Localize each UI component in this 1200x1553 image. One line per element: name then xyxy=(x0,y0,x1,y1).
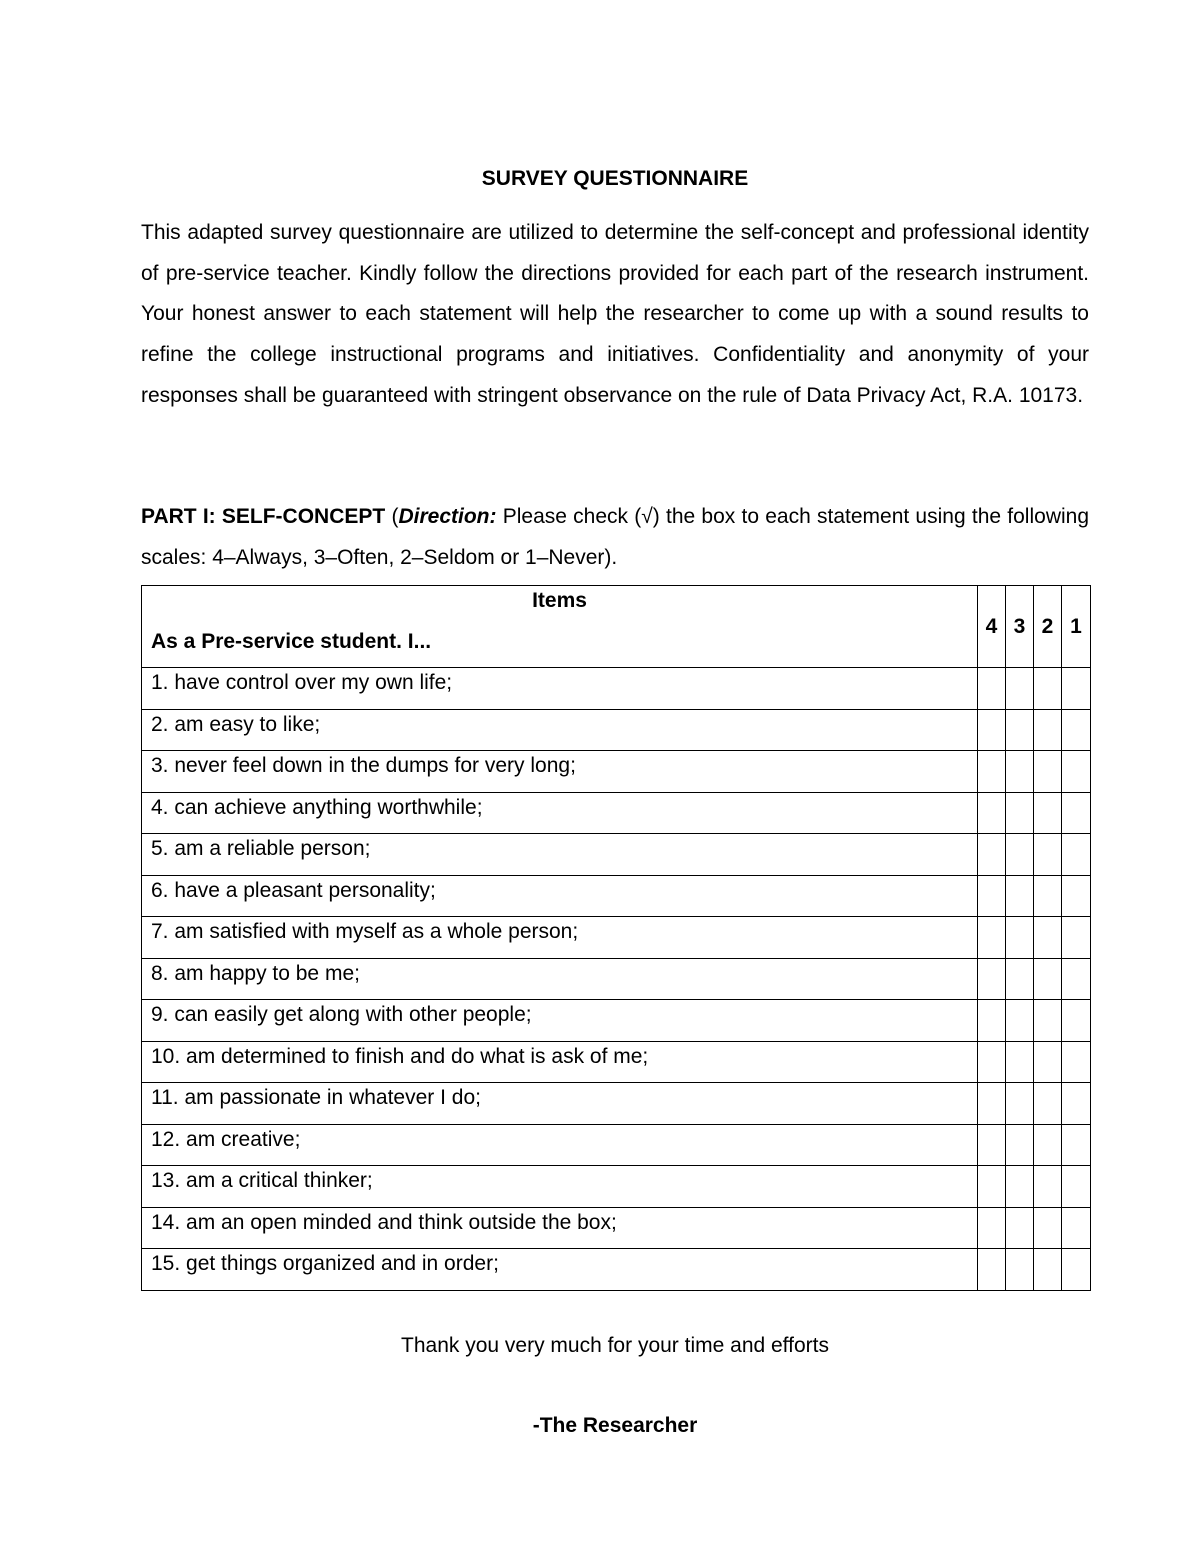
check-box-2[interactable] xyxy=(1034,958,1062,1000)
page-title: SURVEY QUESTIONNAIRE xyxy=(481,167,749,190)
check-box-3[interactable] xyxy=(1006,875,1034,917)
items-subheader: As a Pre-service student. I... xyxy=(151,630,432,653)
check-box-4[interactable] xyxy=(978,792,1006,834)
check-box-1[interactable] xyxy=(1062,1166,1091,1208)
check-box-1[interactable] xyxy=(1062,1207,1091,1249)
check-box-3[interactable] xyxy=(1006,834,1034,876)
item-statement: 2. am easy to like; xyxy=(142,709,978,751)
item-statement: 8. am happy to be me; xyxy=(142,958,978,1000)
check-box-4[interactable] xyxy=(978,958,1006,1000)
check-box-2[interactable] xyxy=(1034,1083,1062,1125)
item-statement: 10. am determined to finish and do what is ask of me; xyxy=(142,1041,978,1083)
item-statement: 1. have control over my own life; xyxy=(142,668,978,710)
self-concept-table xyxy=(141,585,1091,1291)
check-box-4[interactable] xyxy=(978,1083,1006,1125)
part-one-title: PART I: SELF-CONCEPT xyxy=(141,505,386,528)
check-box-3[interactable] xyxy=(1006,1249,1034,1291)
check-box-3[interactable] xyxy=(1006,1124,1034,1166)
check-box-2[interactable] xyxy=(1034,709,1062,751)
table-row xyxy=(142,1207,1091,1249)
check-box-1[interactable] xyxy=(1062,1000,1091,1042)
check-box-1[interactable] xyxy=(1062,709,1091,751)
table-row xyxy=(142,1041,1091,1083)
check-box-4[interactable] xyxy=(978,1249,1006,1291)
item-statement: 3. never feel down in the dumps for very long; xyxy=(142,751,978,793)
intro-paragraph: This adapted survey questionnaire are utilized to determine the self-concept and professional identity of pre-service teacher. Kindly follow the directions provided for each part of the research instrument. Your honest answer to each statement will help the researcher to come up with a sound results to refine the college instructional programs and initiatives. Confidentiality and anonymity of your responses shall be guaranteed with stringent observance on the rule of Data Privacy Act, R.A. 10173. xyxy=(141,221,1089,407)
item-statement: 5. am a reliable person; xyxy=(142,834,978,876)
check-box-3[interactable] xyxy=(1006,917,1034,959)
check-box-2[interactable] xyxy=(1034,668,1062,710)
table-row xyxy=(142,1124,1091,1166)
table-row xyxy=(142,751,1091,793)
check-box-3[interactable] xyxy=(1006,1041,1034,1083)
check-box-1[interactable] xyxy=(1062,958,1091,1000)
thank-you-note: Thank you very much for your time and efforts xyxy=(401,1334,829,1357)
check-box-1[interactable] xyxy=(1062,792,1091,834)
table-row xyxy=(142,1166,1091,1208)
table-row xyxy=(142,958,1091,1000)
scale-header-4: 4 xyxy=(978,586,1006,668)
check-box-2[interactable] xyxy=(1034,751,1062,793)
scale-header-2: 2 xyxy=(1034,586,1062,668)
table-row xyxy=(142,1083,1091,1125)
table-row xyxy=(142,834,1091,876)
check-box-2[interactable] xyxy=(1034,875,1062,917)
check-box-1[interactable] xyxy=(1062,668,1091,710)
item-statement: 7. am satisfied with myself as a whole person; xyxy=(142,917,978,959)
check-box-1[interactable] xyxy=(1062,1041,1091,1083)
part-one-heading xyxy=(141,497,1089,578)
table-row xyxy=(142,668,1091,710)
item-statement: 6. have a pleasant personality; xyxy=(142,875,978,917)
check-box-4[interactable] xyxy=(978,1207,1006,1249)
check-box-1[interactable] xyxy=(1062,1249,1091,1291)
check-box-4[interactable] xyxy=(978,668,1006,710)
check-box-2[interactable] xyxy=(1034,1124,1062,1166)
table-row xyxy=(142,1000,1091,1042)
researcher-signoff: -The Researcher xyxy=(532,1414,698,1437)
scale-header-1: 1 xyxy=(1062,586,1091,668)
table-row xyxy=(142,792,1091,834)
check-box-4[interactable] xyxy=(978,834,1006,876)
check-box-2[interactable] xyxy=(1034,1000,1062,1042)
check-box-1[interactable] xyxy=(1062,917,1091,959)
check-box-1[interactable] xyxy=(1062,1083,1091,1125)
check-box-4[interactable] xyxy=(978,1166,1006,1208)
table-row xyxy=(142,1249,1091,1291)
check-box-4[interactable] xyxy=(978,917,1006,959)
check-box-1[interactable] xyxy=(1062,834,1091,876)
check-box-4[interactable] xyxy=(978,751,1006,793)
check-box-4[interactable] xyxy=(978,875,1006,917)
item-statement: 11. am passionate in whatever I do; xyxy=(142,1083,978,1125)
scale-header-3: 3 xyxy=(1006,586,1034,668)
item-statement: 4. can achieve anything worthwhile; xyxy=(142,792,978,834)
check-box-3[interactable] xyxy=(1006,751,1034,793)
check-box-3[interactable] xyxy=(1006,668,1034,710)
check-box-4[interactable] xyxy=(978,709,1006,751)
item-statement: 12. am creative; xyxy=(142,1124,978,1166)
check-box-3[interactable] xyxy=(1006,792,1034,834)
check-box-3[interactable] xyxy=(1006,1207,1034,1249)
items-header: Items xyxy=(532,589,587,612)
check-box-2[interactable] xyxy=(1034,1249,1062,1291)
check-box-2[interactable] xyxy=(1034,792,1062,834)
check-box-4[interactable] xyxy=(978,1124,1006,1166)
check-box-2[interactable] xyxy=(1034,1041,1062,1083)
check-box-2[interactable] xyxy=(1034,1207,1062,1249)
check-box-3[interactable] xyxy=(1006,1166,1034,1208)
check-box-3[interactable] xyxy=(1006,1000,1034,1042)
check-box-2[interactable] xyxy=(1034,917,1062,959)
table-row xyxy=(142,709,1091,751)
direction-label: Direction: xyxy=(398,505,497,528)
check-box-1[interactable] xyxy=(1062,1124,1091,1166)
item-statement: 13. am a critical thinker; xyxy=(142,1166,978,1208)
table-row xyxy=(142,917,1091,959)
check-box-3[interactable] xyxy=(1006,958,1034,1000)
check-box-2[interactable] xyxy=(1034,1166,1062,1208)
check-box-4[interactable] xyxy=(978,1041,1006,1083)
item-statement: 9. can easily get along with other people; xyxy=(142,1000,978,1042)
check-box-2[interactable] xyxy=(1034,834,1062,876)
check-box-1[interactable] xyxy=(1062,751,1091,793)
direction-text: Please check (√) the box to each statement using the following scales: 4–Always, 3–Often, 2–Seldom or 1–Never). xyxy=(141,505,1090,569)
table-header-row xyxy=(142,586,1091,668)
direction-open-paren: ( xyxy=(385,505,399,528)
check-box-4[interactable] xyxy=(978,1000,1006,1042)
table-row xyxy=(142,875,1091,917)
check-box-3[interactable] xyxy=(1006,709,1034,751)
check-box-1[interactable] xyxy=(1062,875,1091,917)
item-statement: 14. am an open minded and think outside the box; xyxy=(142,1207,978,1249)
item-statement: 15. get things organized and in order; xyxy=(142,1249,978,1291)
items-header-cell xyxy=(142,586,978,668)
check-box-3[interactable] xyxy=(1006,1083,1034,1125)
